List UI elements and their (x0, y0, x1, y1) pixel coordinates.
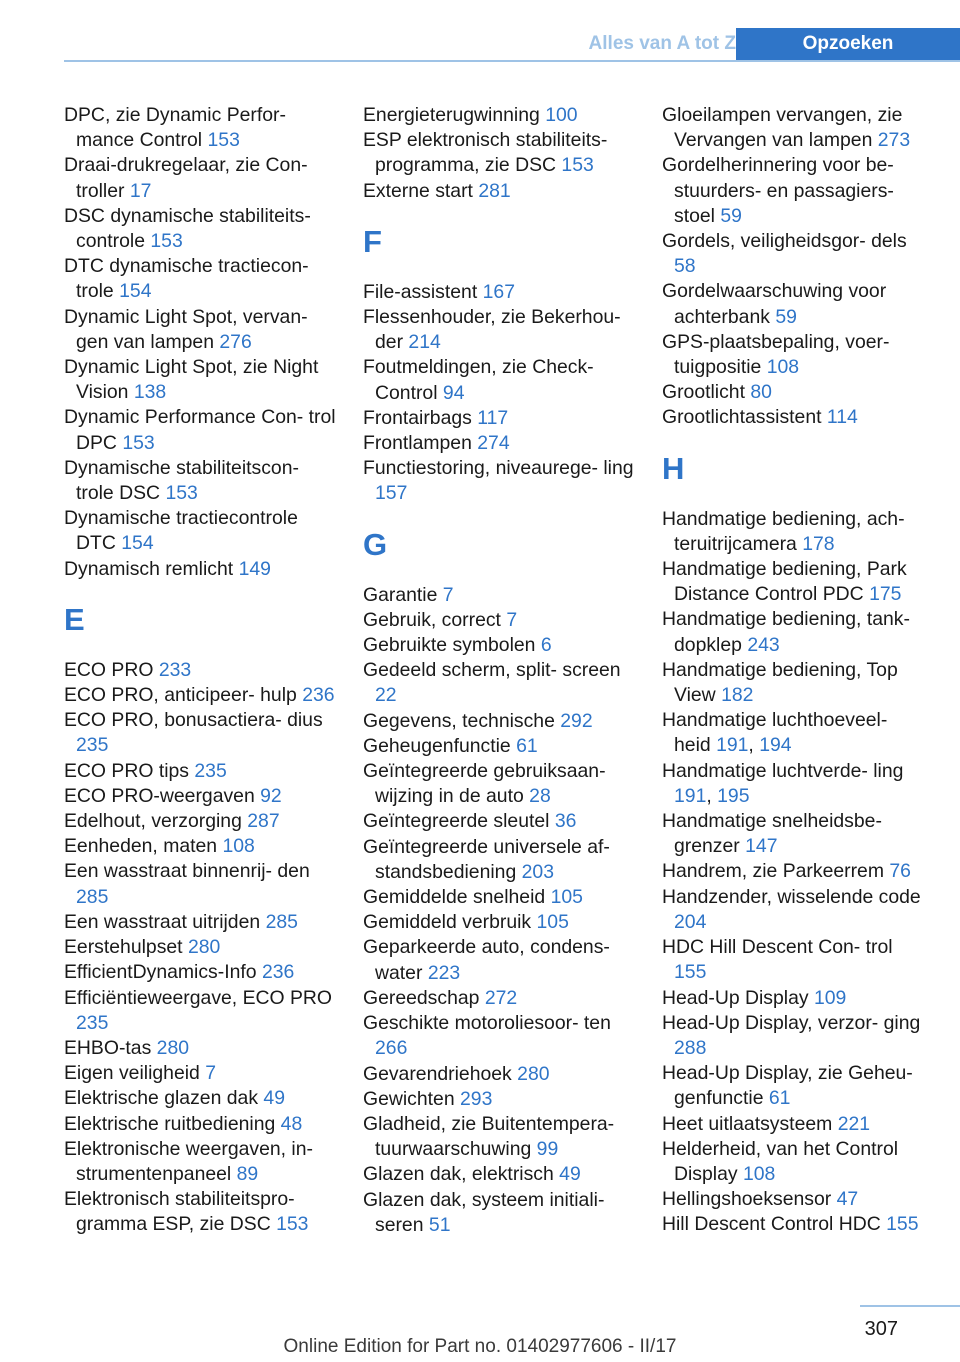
index-entry (662, 405, 922, 430)
page-separator: , (748, 734, 754, 757)
page-link[interactable]: 89 (236, 1162, 259, 1185)
index-entry (64, 305, 336, 355)
index-entry (662, 103, 922, 153)
index-entry (363, 355, 635, 405)
page-link[interactable]: 214 (408, 331, 441, 354)
page-link[interactable]: 59 (720, 204, 742, 227)
index-entry-text: Dynamische tractiecontrole DTC (64, 507, 298, 555)
page-link[interactable]: 105 (550, 886, 583, 909)
index-entry (363, 406, 635, 431)
index-entry (662, 1187, 922, 1212)
page-link[interactable]: 203 (521, 860, 554, 883)
page-number: 307 (864, 1318, 898, 1340)
index-entry-text: Een wasstraat uitrijden (64, 910, 261, 933)
page-link[interactable]: 94 (442, 381, 465, 404)
index-entry (363, 128, 635, 178)
page-link[interactable]: 108 (766, 356, 800, 379)
index-entry-text: Gordelwaarschuwing voor achterbank (662, 280, 887, 328)
page-link[interactable]: 233 (158, 658, 192, 681)
index-entry-text: Gladheid, zie Buitentempera‐ tuurwaarschuwing (363, 1112, 615, 1161)
page-link[interactable]: 48 (280, 1112, 303, 1135)
index-entry (662, 229, 922, 279)
page-link[interactable]: 178 (802, 532, 835, 555)
index-entry-text: Handrem, zie Parkeerrem (662, 860, 884, 883)
index-entry-text: Glazen dak, systeem initiali‐ seren (363, 1188, 605, 1236)
index-entry-text: Helderheid, van het Control Display (662, 1137, 899, 1185)
page-link[interactable]: 153 (165, 482, 198, 505)
index-entry (363, 583, 635, 608)
page-link[interactable]: 99 (536, 1138, 559, 1161)
index-entry (64, 456, 336, 506)
page-link[interactable]: 276 (219, 330, 252, 353)
index-entry-text: Foutmeldingen, zie Check- Control (363, 356, 594, 404)
index-entry (64, 784, 336, 809)
page-link[interactable]: 280 (517, 1062, 550, 1085)
index-entry-text: ECO PRO (64, 658, 154, 681)
index-letter-heading: G (363, 526, 388, 562)
page-link[interactable]: 281 (478, 179, 511, 202)
page-link[interactable]: 243 (747, 633, 780, 656)
index-entry-text: Draai-drukregelaar, zie Con‐ troller (64, 154, 308, 202)
index-entry (363, 835, 635, 885)
index-entry (64, 506, 336, 556)
index-entry-text: Geïntegreerde universele af‐ standsbediening (363, 835, 610, 883)
index-entry (64, 910, 336, 935)
index-entry-text: Dynamic Light Spot, vervan‐ gen van lampen (64, 305, 308, 353)
index-entry-text: Head-Up Display, zie Geheu‐ genfunctie (662, 1062, 913, 1110)
lookup-tab[interactable]: Opzoeken (736, 28, 960, 62)
index-entry-text: Geschikte motoroliesoor‐ ten (363, 1012, 611, 1035)
index-entry-text: Gordels, veiligheidsgor‐ dels (662, 230, 907, 253)
index-entry (363, 658, 635, 708)
page-separator: , (706, 784, 712, 807)
index-entry (662, 935, 922, 985)
page-link[interactable]: 49 (263, 1087, 285, 1110)
index-entry-text: Gedeeld scherm, split- screen (363, 659, 621, 682)
index-letter-heading: H (662, 450, 685, 486)
index-entry (662, 557, 922, 607)
index-entry-text: Elektrische ruitbediening (64, 1112, 276, 1135)
index-entry (64, 834, 336, 859)
index-entry-text: Handmatige luchthoeveel‐ heid (662, 709, 888, 757)
index-entry (64, 935, 336, 960)
index-entry (662, 1011, 922, 1061)
page-link[interactable]: 6 (540, 634, 552, 657)
index-entry-text: Gloeilampen vervangen, zie Vervangen van lampen (662, 104, 903, 152)
index-entry (662, 885, 922, 935)
index-entry-text: Gemiddeld verbruik (363, 911, 532, 934)
page-link[interactable]: 100 (545, 104, 578, 126)
index-entry (363, 759, 635, 809)
index-entry (64, 1061, 336, 1086)
page-link[interactable]: 92 (260, 784, 282, 807)
index-entry-text: DPC, zie Dynamic Perfor‐ mance Control (64, 104, 286, 152)
index-entry-text: Gemiddelde snelheid (363, 886, 546, 909)
index-entry (662, 1061, 922, 1111)
page-link[interactable]: 153 (276, 1213, 309, 1236)
index-entry (64, 759, 336, 784)
index-entry-text: Energieterugwinning (363, 104, 540, 126)
index-entry-text: Handzender, wisselende code (662, 885, 921, 908)
index-entry-text: Eenheden, maten (64, 835, 218, 858)
index-entry (64, 1187, 336, 1237)
index-entry-text: Dynamisch remlicht (64, 557, 234, 580)
index-entry-text: Handmatige bediening, Park Distance Control PDC (662, 558, 907, 606)
index-entry-text: Geïntegreerde gebruiksaan‐ wijzing in de auto (363, 760, 606, 808)
page-link[interactable]: 266 (375, 1037, 408, 1060)
index-entry (64, 859, 336, 909)
index-entry-text: Elektronische weergaven, in‐ strumentenpaneel (64, 1137, 313, 1185)
index-entry (363, 734, 635, 759)
index-entry (363, 1188, 635, 1238)
page-link[interactable]: 153 (150, 230, 183, 253)
index-entry (64, 658, 336, 683)
page-link[interactable]: 147 (745, 835, 778, 858)
index-column-2 (363, 103, 635, 1238)
index-entry-text: Hellingshoeksensor (662, 1188, 832, 1211)
index-entry-text: Head-Up Display, verzor‐ ging (662, 1011, 921, 1034)
index-entry (662, 1212, 922, 1237)
index-entry (363, 305, 635, 355)
index-entry-text: ESP elektronisch stabiliteits‐ programma, zie DSC (363, 129, 608, 177)
page-link[interactable]: 76 (889, 860, 911, 883)
index-entry (363, 709, 635, 734)
index-entry (64, 809, 336, 834)
page-link[interactable]: 280 (156, 1036, 190, 1059)
index-entry (363, 1112, 635, 1162)
index-entry (363, 935, 635, 985)
index-entry-text: Eerstehulpset (64, 936, 183, 959)
page-link[interactable]: 195 (717, 784, 750, 807)
index-entry-text: Efficiëntieweergave, ECO PRO (64, 986, 332, 1009)
page-link[interactable]: 191 (716, 734, 749, 757)
index-entry (662, 759, 922, 809)
page-link[interactable]: 182 (721, 684, 754, 707)
page-link[interactable]: 157 (375, 482, 408, 505)
page-link[interactable]: 22 (375, 684, 397, 707)
index-entry-text: Een wasstraat binnenrij‐ den (64, 860, 310, 883)
page-link[interactable]: 138 (133, 381, 167, 404)
index-entry (363, 1011, 635, 1061)
index-entry-text: Gebruikte symbolen (363, 634, 536, 657)
index-entry-text: Flessenhouder, zie Bekerhou‐ der (363, 306, 621, 354)
index-entry-text: Heet uitlaatsysteem (662, 1112, 833, 1135)
index-entry (662, 607, 922, 657)
index-entry-text: Frontlampen (363, 432, 472, 455)
index-entry (662, 1112, 922, 1137)
index-entry (64, 103, 336, 153)
index-entry-text: Elektrische glazen dak (64, 1087, 259, 1110)
index-entry (64, 557, 336, 582)
page-link[interactable]: 80 (750, 381, 772, 404)
page-link[interactable]: 153 (561, 154, 594, 177)
index-entry-text: Functiestoring, niveaurege‐ ling (363, 457, 634, 480)
index-entry (662, 809, 922, 859)
page-link[interactable]: 109 (813, 986, 847, 1009)
index-entry (363, 280, 635, 305)
page-link[interactable]: 154 (119, 280, 152, 303)
page-link[interactable]: 235 (76, 1011, 109, 1034)
page-link[interactable]: 236 (261, 961, 295, 984)
index-entry-text: Frontairbags (363, 406, 472, 429)
page-link[interactable]: 273 (877, 129, 911, 152)
index-entry-text: Grootlichtassistent (662, 406, 822, 429)
index-entry (662, 986, 922, 1011)
page-link[interactable]: 288 (674, 1036, 707, 1059)
index-entry (363, 431, 635, 456)
index-entry-text: Elektronisch stabiliteitspro‐ gramma ESP, zie DSC (64, 1188, 295, 1236)
index-entry (662, 507, 922, 557)
page-link[interactable]: 274 (477, 432, 510, 455)
index-entry (64, 683, 336, 708)
section-tab[interactable]: Alles van A tot Z (588, 33, 736, 54)
index-entry (64, 1137, 336, 1187)
page-link[interactable]: 49 (559, 1163, 581, 1186)
index-entry-text: Geparkeerde auto, condens‐ water (363, 936, 610, 984)
index-entry-text: Handmatige bediening, ach‐ teruitrijcamera (662, 507, 905, 555)
index-entry (64, 708, 336, 758)
index-entry (363, 1062, 635, 1087)
page-link[interactable]: 108 (742, 1162, 776, 1185)
page-link[interactable]: 194 (759, 734, 792, 757)
index-entry-text: Gereedschap (363, 986, 480, 1009)
page-link[interactable]: 155 (886, 1213, 919, 1236)
index-entry (64, 153, 336, 203)
index-entry-text: File-assistent (363, 280, 478, 303)
index-entry (363, 608, 635, 633)
page-link[interactable]: 292 (560, 709, 593, 732)
page-link[interactable]: 28 (529, 785, 551, 808)
page-link[interactable]: 149 (238, 557, 271, 580)
index-entry-text: Hill Descent Control HDC (662, 1213, 881, 1236)
page-link[interactable]: 58 (674, 255, 696, 278)
index-entry (662, 330, 922, 380)
page-link[interactable]: 108 (222, 835, 255, 858)
index-entry (64, 355, 336, 405)
index-letter-heading: E (64, 601, 85, 637)
index-entry (64, 204, 336, 254)
index-entry (363, 885, 635, 910)
page-link[interactable]: 47 (836, 1188, 859, 1211)
index-entry-text: Handmatige bediening, Top View (662, 658, 898, 707)
index-entry (363, 456, 635, 506)
page-link[interactable]: 280 (187, 936, 221, 959)
index-entry-text: Gegevens, technische (363, 709, 555, 732)
index-entry (363, 179, 635, 204)
index-entry-text: Handmatige bediening, tank‐ dopklep (662, 608, 910, 656)
page-link[interactable]: 7 (442, 583, 454, 606)
page-link[interactable]: 114 (826, 406, 858, 429)
page-link[interactable]: 154 (121, 532, 154, 555)
page-link[interactable]: 235 (76, 734, 109, 757)
page-header (64, 28, 960, 62)
index-entry-text: GPS-plaatsbepaling, voer‐ tuigpositie (662, 330, 890, 379)
footer-rule (860, 1305, 960, 1307)
index-entry-text: HDC Hill Descent Con‐ trol (662, 936, 893, 959)
index-entry (363, 1087, 635, 1112)
page-link[interactable]: 223 (427, 961, 461, 984)
page-link[interactable]: 285 (265, 910, 298, 933)
page-link[interactable]: 7 (506, 608, 518, 631)
index-entry-text: ECO PRO-weergaven (64, 784, 255, 807)
index-column-3 (662, 103, 922, 1238)
index-entry-text: Geïntegreerde sleutel (363, 810, 550, 833)
index-entry-text: Glazen dak, elektrisch (363, 1163, 554, 1186)
index-entry-text: ECO PRO tips (64, 759, 189, 782)
index-entry-text: Dynamische stabiliteitscon‐ trole DSC (64, 456, 299, 505)
index-column-1 (64, 103, 336, 1238)
page-link[interactable]: 167 (482, 280, 515, 303)
index-entry (363, 910, 635, 935)
header-rule (64, 60, 960, 62)
index-entry (64, 1112, 336, 1137)
index-entry-text: Dynamic Performance Con‐ trol DPC (64, 406, 336, 454)
index-entry-text: Gebruik, correct (363, 608, 501, 631)
page-link[interactable]: 221 (837, 1112, 871, 1135)
page-link[interactable]: 293 (460, 1087, 493, 1110)
index-entry-text: DSC dynamische stabiliteits‐ controle (64, 204, 311, 253)
index-entry-text: Garantie (363, 583, 438, 606)
index-entry-text: Grootlicht (662, 381, 745, 404)
page-link[interactable]: 272 (484, 986, 518, 1009)
page-link[interactable]: 191 (674, 784, 707, 807)
index-entry (662, 279, 922, 329)
page-link[interactable]: 51 (428, 1213, 451, 1236)
index-entry-text: ECO PRO, anticipeer‐ hulp (64, 684, 297, 707)
index-entry (64, 254, 336, 304)
page-link[interactable]: 155 (674, 961, 707, 984)
index-entry-text: Edelhout, verzorging (64, 810, 242, 833)
index-entry-text: Externe start (363, 179, 473, 202)
page-link[interactable]: 117 (477, 406, 509, 429)
index-entry (363, 103, 635, 128)
index-entry-text: DTC dynamische tractiecon‐ trole (64, 255, 309, 303)
index-entry (363, 633, 635, 658)
index-entry-text: ECO PRO, bonusactiera‐ dius (64, 709, 323, 732)
index-entry (64, 1036, 336, 1061)
page-link[interactable]: 7 (205, 1062, 217, 1085)
index-entry (64, 986, 336, 1036)
index-entry-text: Handmatige snelheidsbe‐ grenzer (662, 810, 882, 858)
page-link[interactable]: 153 (207, 129, 240, 152)
index-letter-heading: F (363, 223, 382, 259)
edition-footer: Online Edition for Part no. 01402977606 - II/17 (283, 1336, 677, 1357)
index-entry-text: Handmatige luchtverde‐ ling (662, 759, 904, 782)
index-entry (662, 380, 922, 405)
index-entry (363, 1162, 635, 1187)
page-link[interactable]: 105 (536, 911, 569, 934)
index-entry (662, 1137, 922, 1187)
index-entry (363, 809, 635, 834)
page-link[interactable]: 287 (247, 810, 280, 833)
page-link[interactable]: 204 (674, 910, 707, 933)
index-entry-text: EHBO-tas (64, 1036, 152, 1059)
page-link[interactable]: 61 (768, 1087, 791, 1110)
index-entry (64, 405, 336, 455)
index-entry-text: Geheugenfunctie (363, 734, 511, 757)
index-entry-text: Gordelherinnering voor be‐ stuurders- en passagiers‐ stoel (662, 154, 894, 227)
page-link[interactable]: 285 (76, 885, 109, 908)
index-entry-text: Gewichten (363, 1087, 455, 1110)
page-link[interactable]: 59 (775, 305, 797, 328)
page-link[interactable]: 153 (122, 431, 155, 454)
page-link[interactable]: 235 (194, 759, 227, 782)
index-entry (64, 1086, 336, 1111)
page-link[interactable]: 17 (129, 179, 152, 202)
index-entry-text: Gevarendriehoek (363, 1062, 512, 1085)
index-entry (363, 986, 635, 1011)
index-entry-text: EfficientDynamics-Info (64, 961, 257, 984)
page-link[interactable]: 61 (516, 734, 538, 757)
page-link[interactable]: 175 (869, 583, 902, 606)
index-entry-text: Head-Up Display (662, 986, 809, 1009)
index-entry (662, 708, 922, 758)
index-entry (662, 153, 922, 229)
page-link[interactable]: 236 (302, 684, 335, 707)
index-entry (662, 859, 922, 884)
index-entry-text: Eigen veiligheid (64, 1062, 200, 1085)
page-link[interactable]: 36 (554, 810, 577, 833)
index-entry (662, 658, 922, 708)
index-entry (64, 960, 336, 985)
index-entry-text: Dynamic Light Spot, zie Night Vision (64, 356, 319, 404)
